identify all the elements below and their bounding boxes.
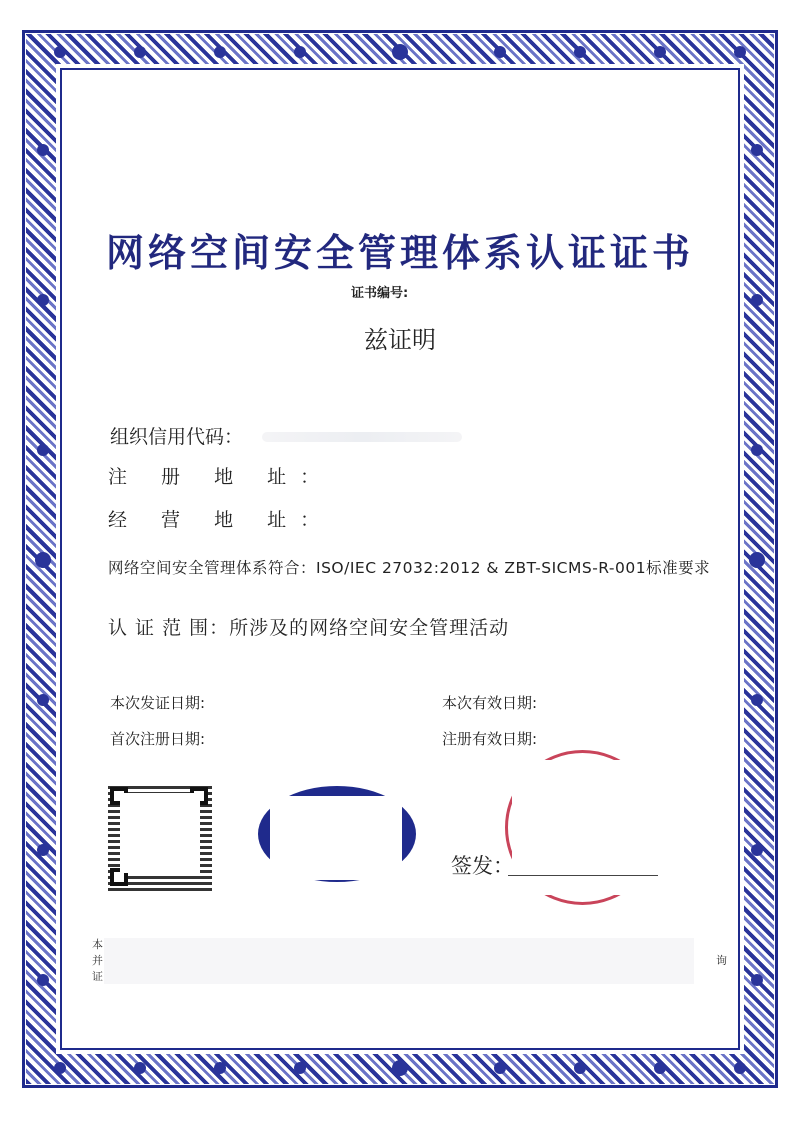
issue-date-label: 本次发证日期: — [110, 694, 206, 712]
certificate-title: 网络空间安全管理体系认证证书 — [105, 231, 694, 275]
operating-address-label: 经 营 地 址： — [108, 509, 334, 531]
footer-note-line1: 本 — [92, 938, 103, 951]
logo-redaction — [270, 796, 402, 880]
hereby-certify-text: 兹证明 — [364, 326, 436, 354]
footer-redaction — [104, 938, 694, 984]
certification-scope: 认 证 范 围：所涉及的网络空间安全管理活动 — [108, 617, 510, 639]
org-credit-code-label: 组织信用代码： — [110, 426, 244, 448]
signature-line — [508, 875, 658, 876]
certificate-number-label: 证书编号: — [351, 286, 409, 301]
conformity-statement: 网络空间安全管理体系符合：ISO/IEC 27032:2012 & ZBT-SICMS-R-001标准要求 — [108, 559, 711, 577]
registered-address-label: 注 册 地 址： — [108, 466, 334, 488]
valid-date-label: 本次有效日期: — [442, 694, 538, 712]
issuer-signature-label: 签发： — [451, 854, 514, 878]
footer-note-line3: 证 — [92, 970, 103, 983]
registration-valid-date-label: 注册有效日期: — [442, 730, 538, 748]
footer-note-right: 询 — [716, 954, 727, 967]
first-registration-date-label: 首次注册日期: — [110, 730, 206, 748]
footer-note-line2: 并 — [92, 954, 103, 967]
org-credit-code-value-redacted — [262, 432, 462, 442]
qr-redaction — [120, 793, 200, 873]
